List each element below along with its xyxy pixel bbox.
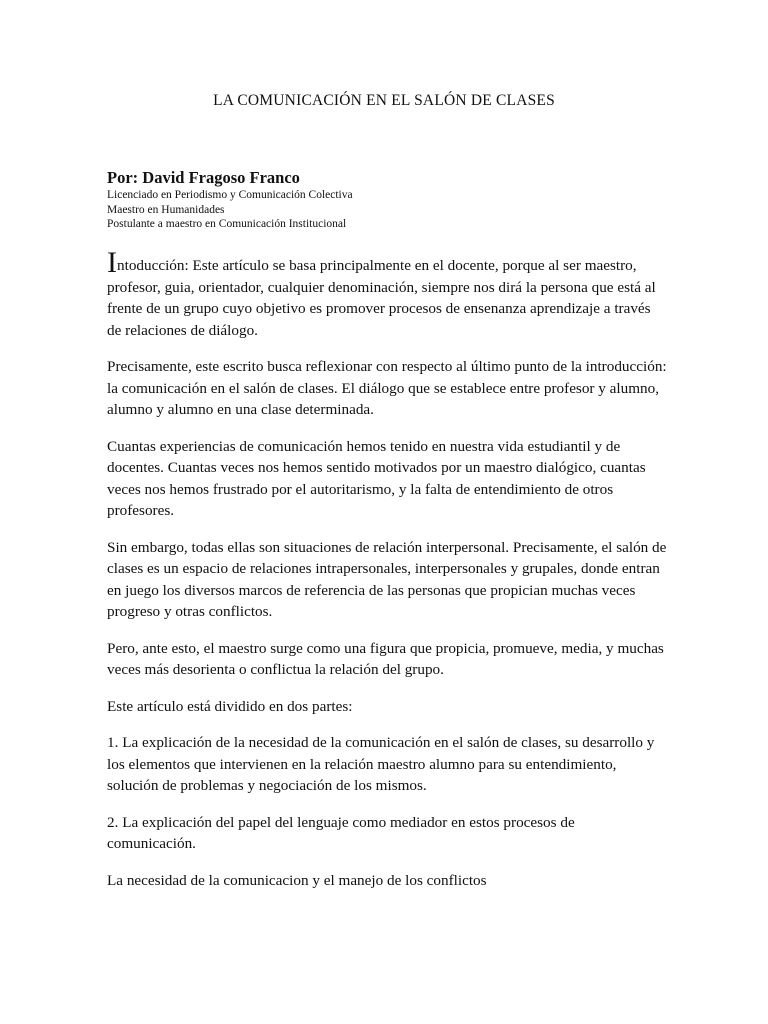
author-credential-2: Maestro en Humanidades <box>107 203 225 216</box>
paragraph-sin-embargo: Sin embargo, todas ellas son situaciones de relación interpersonal. Precisamente, el salón de clases es un espacio de relaciones intrapersonales, interpersonales y grupales, donde entran en juego los diversos marcos de referencia de las personas que propician muchas veces progreso y otras conflictos. <box>107 538 667 620</box>
author-credential-3: Postulante a maestro en Comunicación Institucional <box>107 218 347 230</box>
paragraph-pero: Pero, ante esto, el maestro surge como una figura que propicia, promueve, media, y muchas veces más desorienta o conflictua la relación del grupo. <box>107 639 664 678</box>
dropcap-letter: I <box>107 246 117 279</box>
paragraph-precisamente: Precisamente, este escrito busca reflexionar con respecto al último punto de la introducción: la comunicación en el salón de clases. El diálogo que se establece entre profesor y alumno, alumno y alumno en una clase determinada. <box>107 358 667 418</box>
paragraph-experiencias: Cuantas experiencias de comunicación hemos tenido en nuestra vida estudiantil y de docentes. Cuantas veces nos hemos sentido motivados por un maestro dialógico, cuantas veces nos hemos frustrado por el autoritarismo, y la falta de entendimiento de otros profesores. <box>107 437 646 519</box>
section-heading: La necesidad de la comunicacion y el manejo de los conflictos <box>107 871 487 889</box>
intro-paragraph <box>107 246 667 341</box>
intro-first-line: ntoducción: Este artículo se basa principalmente en el docente, porque al ser <box>117 257 581 274</box>
list-item-2: 2. La explicación del papel del lenguaje como mediador en estos procesos de comunicación. <box>107 813 575 852</box>
list-item-1: 1. La explicación de la necesidad de la comunicación en el salón de clases, su desarrollo y los elementos que intervienen en la relación maestro alumno para su entendimiento, solución de problemas y negociación de los mismos. <box>107 734 655 794</box>
intro-continuation: maestro, profesor, guia, orientador, cualquier denominación, siempre nos dirá la persona que está al frente de un grupo cuyo objetivo es promover procesos de ensenanza aprendizaje a través de relaciones de diálogo. <box>107 257 656 339</box>
article-body <box>107 246 667 906</box>
paragraph-dividido: Este artículo está dividido en dos partes: <box>107 697 353 715</box>
author-block <box>107 168 707 232</box>
author-name: Por: David Fragoso Franco <box>107 168 300 187</box>
author-credential-1: Licenciado en Periodismo y Comunicación Colectiva <box>107 189 353 201</box>
document-title: LA COMUNICACIÓN EN EL SALÓN DE CLASES <box>213 92 555 109</box>
